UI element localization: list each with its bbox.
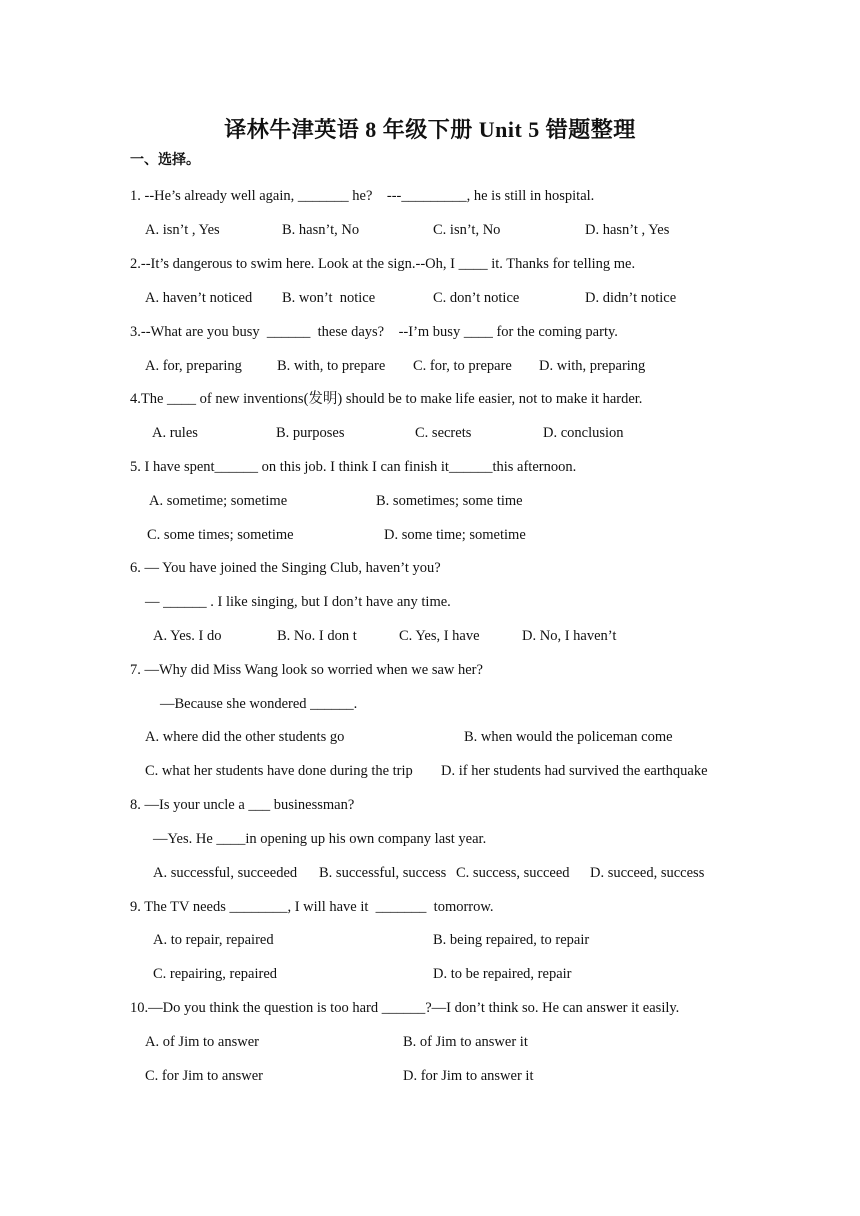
question-5-option-b: B. sometimes; some time [376, 493, 523, 509]
question-6-stem: 6. — You have joined the Singing Club, haven’t you? [130, 560, 441, 576]
question-3-option-a: A. for, preparing [145, 358, 242, 374]
question-3-stem: 3.--What are you busy ______ these days? --I’m busy ____ for the coming party. [130, 324, 618, 340]
question-5-stem: 5. I have spent______ on this job. I think I can finish it______this afternoon. [130, 459, 577, 475]
question-2-option-a: A. haven’t noticed [145, 290, 253, 306]
question-3-option-c: C. for, to prepare [413, 358, 512, 374]
question-2-stem: 2.--It’s dangerous to swim here. Look at the sign.--Oh, I ____ it. Thanks for telling me. [130, 256, 636, 272]
question-9-stem: 9. The TV needs ________, I will have it _______ tomorrow. [130, 899, 494, 915]
question-6-stem-reply: — ______ . I like singing, but I don’t have any time. [145, 594, 451, 610]
question-2-option-d: D. didn’t notice [585, 290, 677, 306]
question-4-stem: 4.The ____ of new inventions(发明) should be to make life easier, not to make it harder. [130, 391, 643, 407]
question-10-option-c: C. for Jim to answer [145, 1068, 263, 1084]
question-5-option-c: C. some times; sometime [147, 527, 294, 543]
question-8-option-b: B. successful, success [319, 865, 447, 881]
question-1-option-c: C. isn’t, No [433, 222, 501, 238]
question-4-option-d: D. conclusion [543, 425, 624, 441]
question-6-option-b: B. No. I don t [277, 628, 357, 644]
question-7-option-d: D. if her students had survived the earthquake [441, 763, 708, 779]
question-4-option-c: C. secrets [415, 425, 472, 441]
question-10-option-b: B. of Jim to answer it [403, 1034, 528, 1050]
question-7-stem-reply: —Because she wondered ______. [160, 696, 358, 712]
question-4-option-b: B. purposes [276, 425, 345, 441]
question-10-stem: 10.—Do you think the question is too hard ______?—I don’t think so. He can answer it easily. [130, 1000, 680, 1016]
question-8-stem-reply: —Yes. He ____in opening up his own company last year. [153, 831, 487, 847]
question-8-option-c: C. success, succeed [456, 865, 570, 881]
question-8-option-a: A. successful, succeeded [153, 865, 298, 881]
question-9-option-a: A. to repair, repaired [153, 932, 274, 948]
question-7-option-a: A. where did the other students go [145, 729, 345, 745]
question-8-option-d: D. succeed, success [590, 865, 705, 881]
question-7-stem: 7. —Why did Miss Wang look so worried when we saw her? [130, 662, 483, 678]
question-6-option-c: C. Yes, I have [399, 628, 480, 644]
question-8-stem: 8. —Is your uncle a ___ businessman? [130, 797, 355, 813]
question-10-option-a: A. of Jim to answer [145, 1034, 259, 1050]
question-1-option-b: B. hasn’t, No [282, 222, 360, 238]
question-2-option-b: B. won’t notice [282, 290, 376, 306]
question-9-option-d: D. to be repaired, repair [433, 966, 572, 982]
question-4-option-a: A. rules [152, 425, 198, 441]
question-5-option-d: D. some time; sometime [384, 527, 526, 543]
question-3-option-d: D. with, preparing [539, 358, 646, 374]
question-1-option-a: A. isn’t , Yes [145, 222, 220, 238]
page-title: 译林牛津英语 8 年级下册 Unit 5 错题整理 [224, 117, 636, 142]
question-7-option-c: C. what her students have done during the trip [145, 763, 413, 779]
question-1-stem: 1. --He’s already well again, _______ he? ---_________, he is still in hospital. [130, 188, 595, 204]
question-1-option-d: D. hasn’t , Yes [585, 222, 670, 238]
question-9-option-c: C. repairing, repaired [153, 966, 278, 982]
question-6-option-a: A. Yes. I do [153, 628, 222, 644]
question-5-option-a: A. sometime; sometime [149, 493, 288, 509]
section-heading: 一、选择。 [130, 152, 200, 168]
question-7-option-b: B. when would the policeman come [464, 729, 673, 745]
question-9-option-b: B. being repaired, to repair [433, 932, 590, 948]
question-6-option-d: D. No, I haven’t [522, 628, 617, 644]
question-10-option-d: D. for Jim to answer it [403, 1068, 534, 1084]
question-2-option-c: C. don’t notice [433, 290, 520, 306]
question-3-option-b: B. with, to prepare [277, 358, 386, 374]
